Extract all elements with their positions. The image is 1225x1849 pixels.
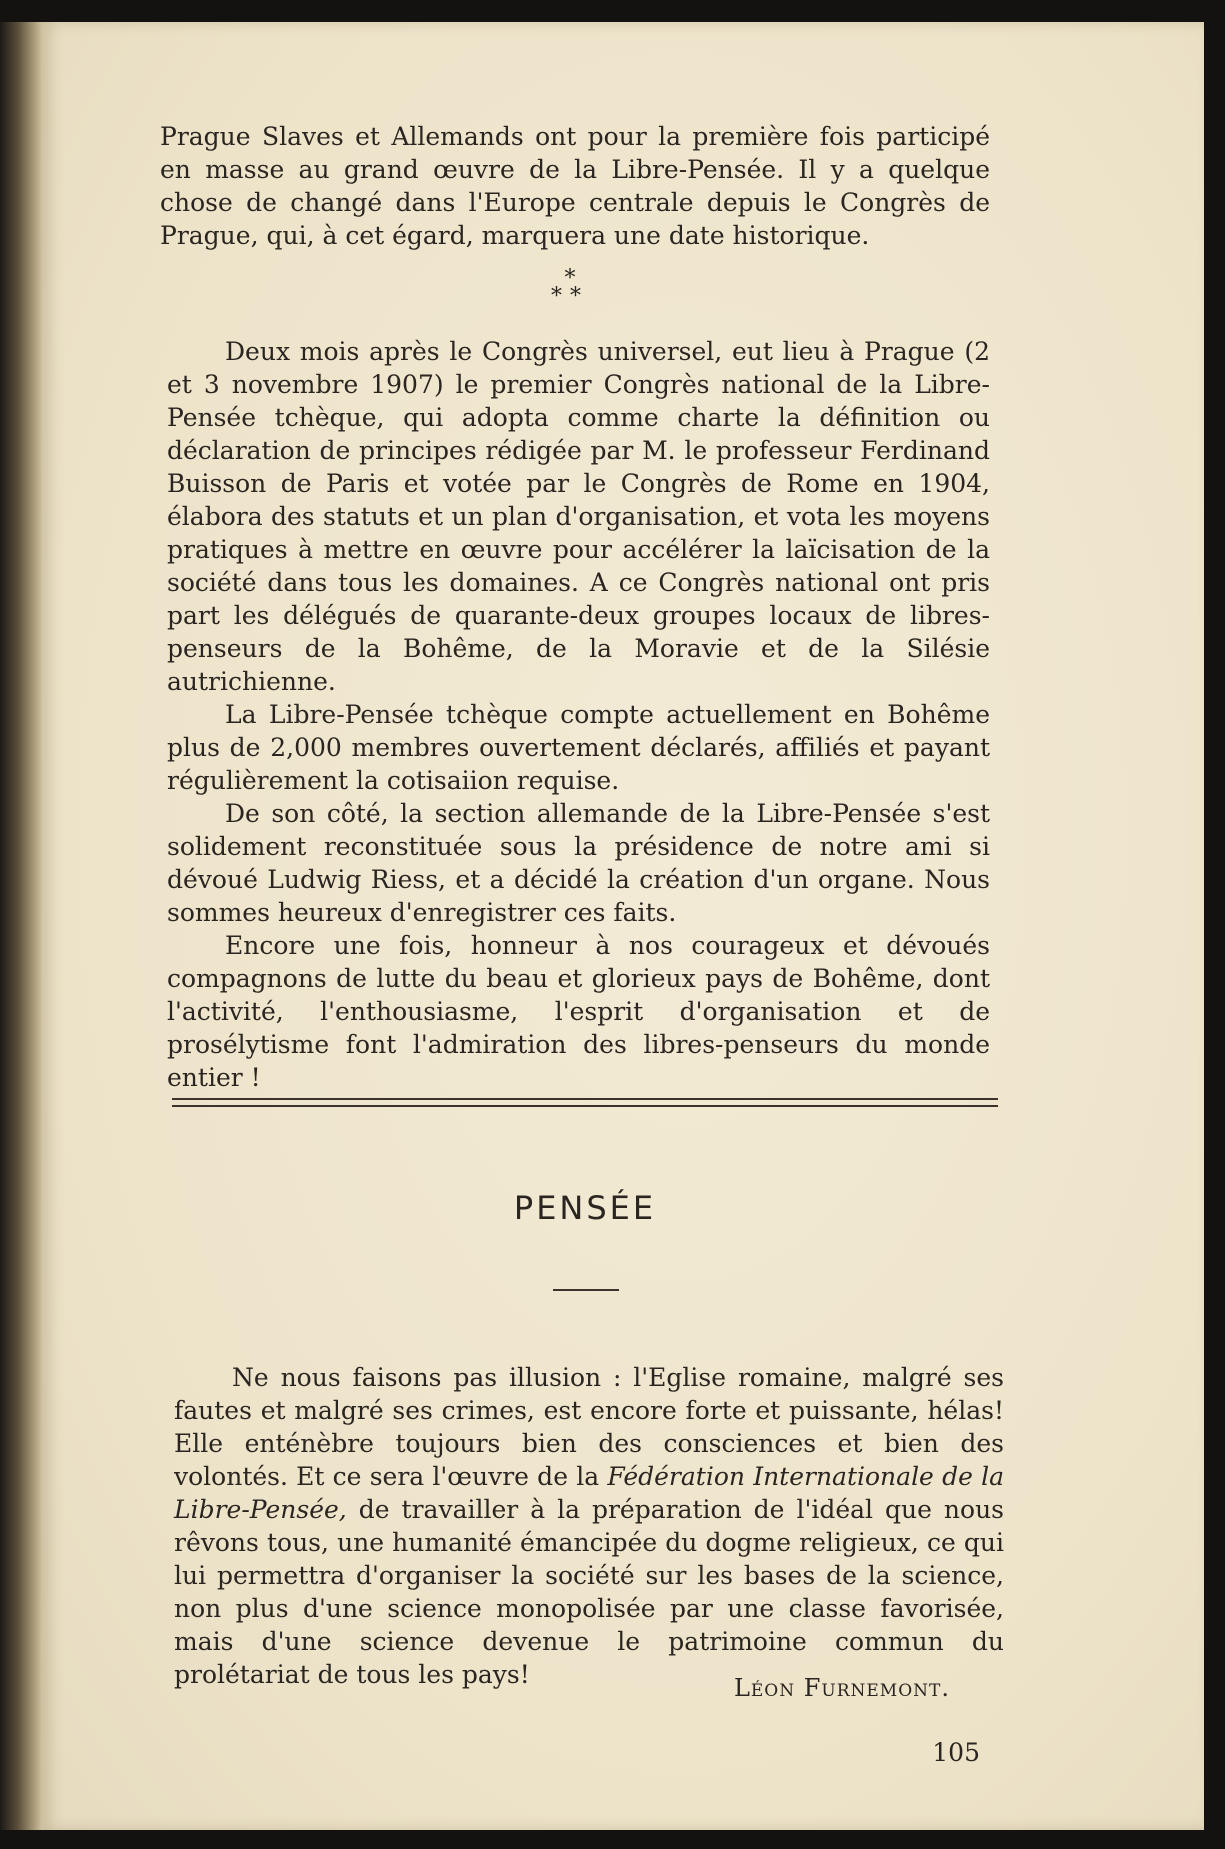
asterism-top: * bbox=[564, 266, 576, 291]
paragraph: Encore une fois, honneur à nos courageux et dévoués compagnons de lutte du beau et glorieux pays de Bohême, dont l'activité, l'enthousiasme, l'esprit d'organisation et de prosélytisme font l'admiration des libres-penseurs du monde entier ! bbox=[167, 931, 990, 1092]
page-number: 105 bbox=[932, 1738, 980, 1767]
paragraph-text: Prague Slaves et Allemands ont pour la première fois participé en masse au grand œuvre de la Libre-Pensée. Il y a quelque chose de changé dans l'Europe centrale depuis le Congrès de Prague, qui, à cet égard, marquera une date historique. bbox=[160, 122, 990, 250]
top-paragraph bbox=[160, 120, 990, 252]
paragraph-text-end: de travailler à la préparation de l'idéal que nous rêvons tous, une humanité émancipée du dogme religieux, ce qui lui permettra d'organiser la société sur les bases de la science, non plus d'une science monopolisée par une classe favorisée, mais d'une science devenue le patrimoine commun du prolétariat de tous les pays! bbox=[174, 1495, 1004, 1689]
paragraph bbox=[174, 1361, 1004, 1691]
paragraph-text-start: Ne nous faisons pas illusion : l'Eglise romaine, malgré ses fautes et malgré ses crimes, est encore forte et puissante, hélas! Elle enténèbre toujours bien des consciences et bien des volontés. Et ce sera l'œuvre de la bbox=[174, 1363, 1004, 1491]
asterism bbox=[540, 266, 600, 309]
book-spine-shadow bbox=[0, 22, 44, 1830]
short-divider bbox=[553, 1289, 619, 1291]
federation-name: Fédération Internationale de la Libre-Pensée, bbox=[174, 1462, 1004, 1524]
section-title: PENSÉE bbox=[513, 1189, 657, 1227]
asterism-bottom: ** bbox=[551, 284, 589, 309]
closing-paragraph bbox=[174, 1361, 1004, 1691]
body-section bbox=[167, 335, 990, 1094]
paragraph: La Libre-Pensée tchèque compte actuellement en Bohême plus de 2,000 membres ouvertement déclarés, affiliés et payant régulièrement la cotisaiion requise. bbox=[167, 700, 990, 795]
author-signature: Léon Furnemont. bbox=[733, 1674, 950, 1702]
paragraph: Deux mois après le Congrès universel, eut lieu à Prague (2 et 3 novembre 1907) le premier Congrès national de la Libre-Pensée tchèque, qui adopta comme charte la définition ou déclaration de principes rédigée par M. le professeur Ferdinand Buisson de Paris et votée par le Congrès de Rome en 1904, élabora des statuts et un plan d'organisation, et vota les moyens pratiques à mettre en œuvre pour accélérer la laïcisation de la société dans tous les domaines. A ce Congrès national ont pris part les délégués de quarante-deux groupes locaux de libres-penseurs de la Bohême, de la Moravie et de la Silésie autrichienne. bbox=[167, 337, 990, 696]
paragraph: De son côté, la section allemande de la Libre-Pensée s'est solidement reconstituée sous la présidence de notre ami si dévoué Ludwig Riess, et a décidé la création d'un organe. Nous sommes heureux d'enregistrer ces faits. bbox=[167, 799, 990, 927]
double-divider bbox=[172, 1098, 998, 1107]
